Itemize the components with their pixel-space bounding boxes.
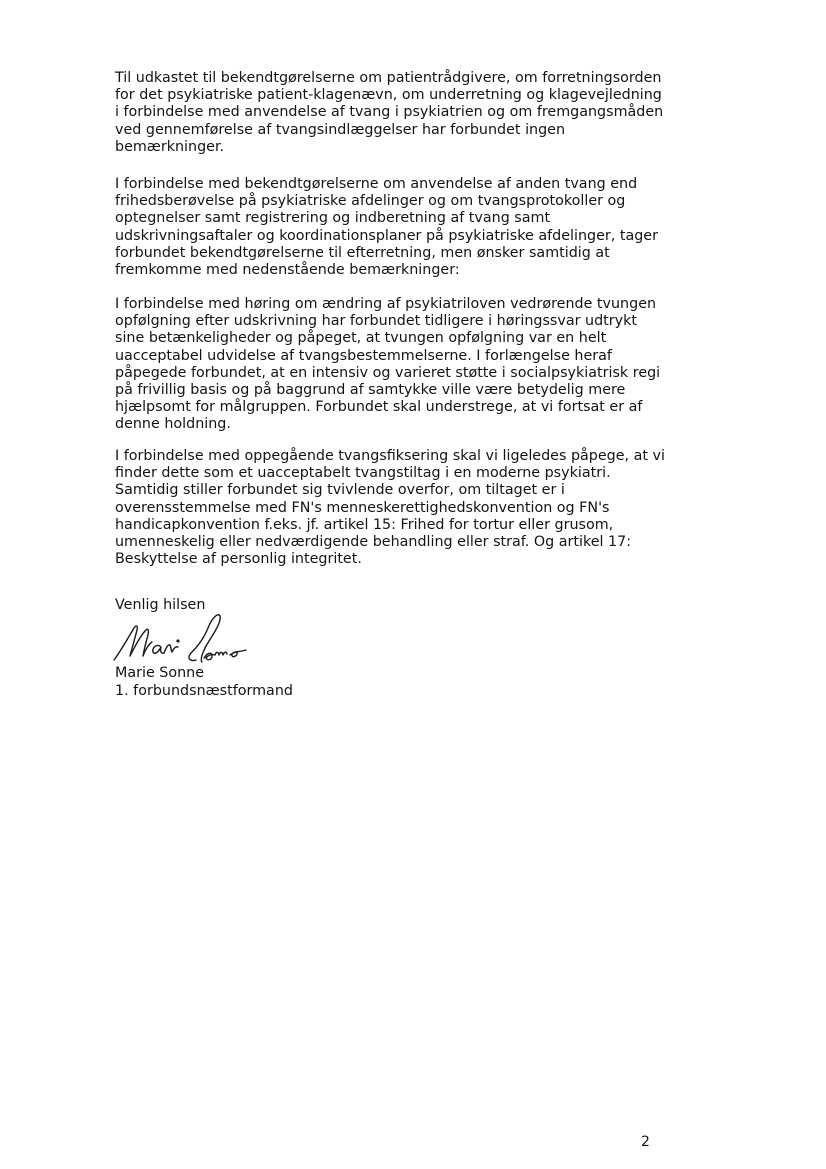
text-line: Beskyttelse af personlig integritet.: [115, 551, 362, 568]
closing-greeting: Venlig hilsen: [115, 597, 206, 613]
text-line: I forbindelse med bekendtgørelserne om anvendelse af anden tvang end: [115, 176, 638, 192]
text-line: på frivillig basis og på baggrund af samtykke ville være betydelig mere: [115, 382, 626, 399]
text-line: udskrivningsaftaler og koordinationsplaner på psykiatriske afdelinger, tager: [115, 227, 658, 244]
page-number: 2: [641, 1134, 650, 1150]
text-line: påpegede forbundet, at en intensiv og varieret støtte i socialpsykiatrisk regi: [115, 364, 661, 381]
paragraph-1: [115, 70, 675, 156]
text-line: denne holdning.: [115, 416, 231, 433]
text-line: hjælpsomt for målgruppen. Forbundet skal understrege, at vi fortsat er af: [115, 399, 643, 416]
paragraph-2: [115, 176, 675, 279]
text-line: uacceptabel udvidelse af tvangsbestemmelserne. I forlængelse heraf: [115, 347, 612, 364]
text-line: ved gennemførelse af tvangsindlæggelser har forbundet ingen: [115, 121, 566, 138]
paragraph-4: [115, 448, 675, 568]
text-line: umenneskelig eller nedværdigende behandling eller straf. Og artikel 17:: [115, 534, 632, 551]
text-line: optegnelser samt registrering og indberetning af tvang samt: [115, 210, 551, 227]
text-line: handicapkonvention f.eks. jf. artikel 15: Frihed for tortur eller grusom,: [115, 516, 614, 533]
text-line: bemærkninger.: [115, 138, 225, 155]
text-line: sine betænkeligheder og påpeget, at tvungen opfølgning var en helt: [115, 330, 607, 347]
text-line: for det psykiatriske patient-klagenævn, om underretning og klagevejledning: [115, 87, 662, 104]
text-line: fremkomme med nedenstående bemærkninger:: [115, 262, 460, 279]
text-line: I forbindelse med oppegående tvangsfiksering skal vi ligeledes påpege, at vi: [115, 448, 665, 464]
text-line: Til udkastet til bekendtgørelserne om patientrådgivere, om forretningsorden: [115, 70, 662, 86]
paragraph-3: [115, 296, 675, 434]
text-line: opfølgning efter udskrivning har forbundet tidligere i høringssvar udtrykt: [115, 313, 637, 330]
text-line: I forbindelse med høring om ændring af psykiatriloven vedrørende tvungen: [115, 296, 657, 312]
signer-name: Marie Sonne: [115, 665, 205, 681]
handwritten-signature: [108, 608, 258, 672]
text-line: Samtidig stiller forbundet sig tvivlende overfor, om tiltaget er i: [115, 482, 565, 499]
signer-title: 1. forbundsnæstformand: [115, 683, 293, 699]
text-line: overensstemmelse med FN's menneskerettighedskonvention og FN's: [115, 499, 610, 516]
text-line: forbundet bekendtgørelserne til efterretning, men ønsker samtidig at: [115, 244, 610, 261]
text-line: frihedsberøvelse på psykiatriske afdelinger og om tvangsprotokoller og: [115, 193, 626, 210]
text-line: i forbindelse med anvendelse af tvang i psykiatrien og om fremgangsmåden: [115, 104, 664, 121]
text-line: finder dette som et uacceptabelt tvangstiltag i en moderne psykiatri.: [115, 465, 611, 482]
